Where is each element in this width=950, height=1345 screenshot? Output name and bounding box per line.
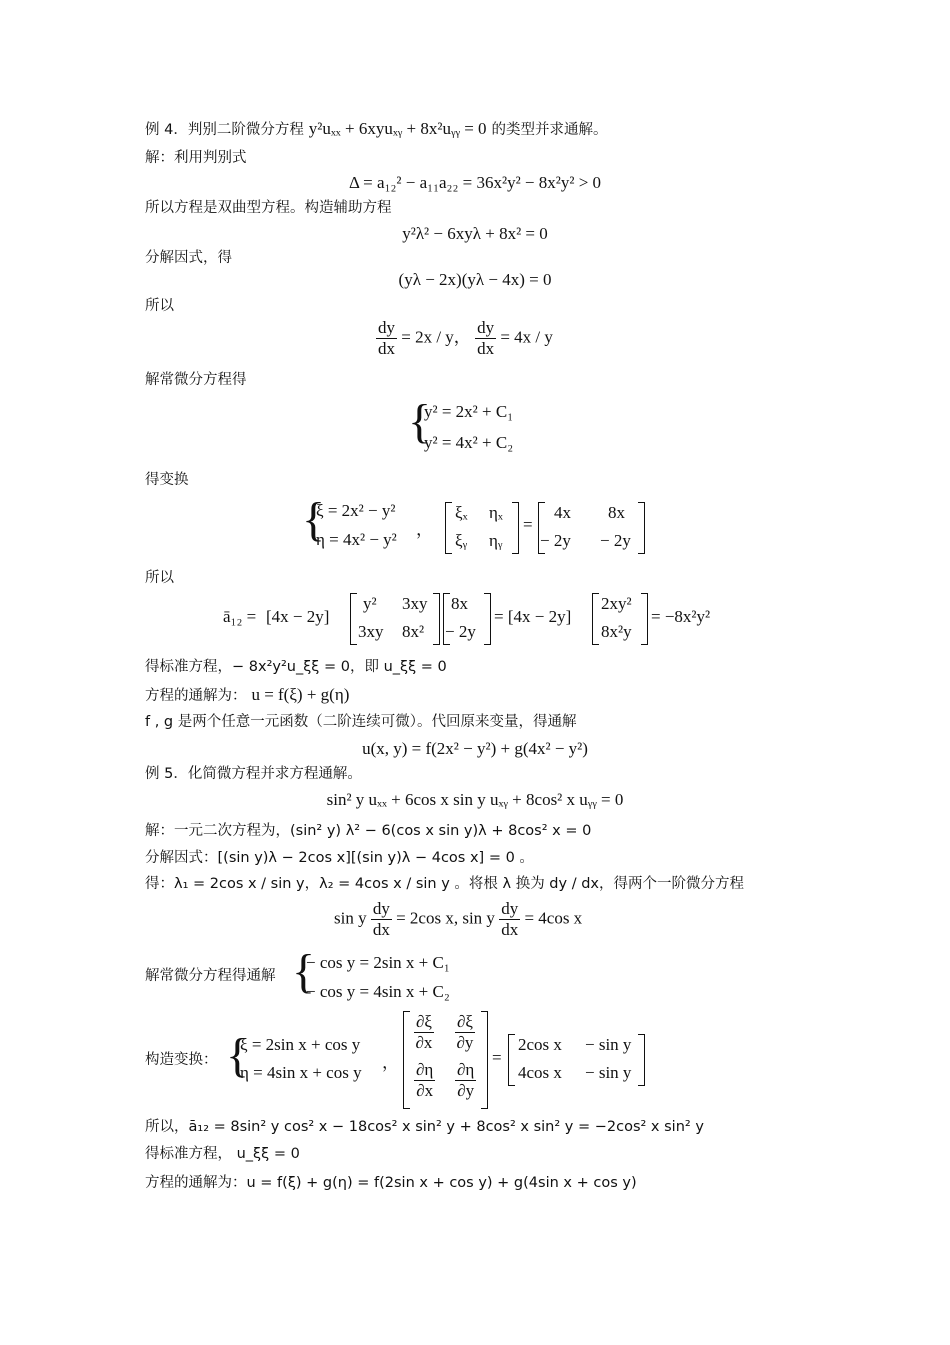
ode-b-fraction: $\frac{dy}{dx}$ bbox=[501, 899, 519, 939]
a12-result: = −8x²y² bbox=[651, 607, 711, 626]
ex4-solution-label: 解：利用判别式 bbox=[145, 150, 247, 166]
jac-bracket-right bbox=[512, 502, 519, 554]
colc-2: 8x²y bbox=[601, 622, 632, 641]
colc-bracket-left bbox=[592, 593, 599, 645]
mat-a11: y² bbox=[363, 594, 377, 613]
ex4-so-label: 所以 bbox=[145, 298, 174, 314]
partial-xi-y: $\frac{\partial\xi}{\partial y}$ bbox=[456, 1012, 474, 1052]
dy-dx-fraction: $\frac{dy}{dx}$ bbox=[378, 318, 395, 358]
system-brace: { bbox=[408, 395, 432, 448]
colc-bracket-right bbox=[641, 593, 648, 645]
ex5-equation: sin² y uₓₓ + 6cos x sin y uₓᵧ + 8cos² x uᵧᵧ = 0 bbox=[326, 790, 624, 809]
ex4-hyperbolic-text: 所以方程是双曲型方程。构造辅助方程 bbox=[145, 200, 392, 216]
ex4-so2-label: 所以 bbox=[145, 570, 174, 586]
ex4-system-line1: y² = 2x² + C₁ bbox=[424, 402, 514, 421]
general-label: 方程的通解为： bbox=[145, 688, 247, 704]
ex4-aux-equation: y²λ² − 6xyλ + 8x² = 0 bbox=[402, 224, 548, 243]
colc-1: 2xy² bbox=[601, 594, 632, 613]
equals-2: = bbox=[492, 1048, 502, 1067]
ex5-transform-label: 构造变换： bbox=[145, 1052, 218, 1068]
val-bracket-right bbox=[638, 502, 645, 554]
ode-a-fraction: $\frac{dy}{dx}$ bbox=[372, 899, 390, 939]
ex4-title-tail: 的类型并求通解。 bbox=[491, 122, 608, 138]
ex4-ode-label: 解常微分方程得 bbox=[145, 372, 247, 388]
ex4-factor-label: 分解因式，得 bbox=[145, 250, 232, 266]
ex5-title: 例 5．化简微方程并求方程通解。 bbox=[145, 766, 362, 782]
ode-a-post: = 2cos x, sin y bbox=[396, 908, 495, 928]
ex5-ode-label: 解常微分方程得通解 bbox=[145, 968, 276, 984]
ex5-quadratic: 解：一元二次方程为，(sin² y) λ² − 6(cos x sin y)λ + 8cos² x = 0 bbox=[145, 823, 592, 839]
ex5-sol-b: − cos y = 4sin x + C₂ bbox=[306, 982, 450, 1001]
partial-bracket-right bbox=[481, 1011, 488, 1109]
a12-lhs: ā₁₂ = bbox=[223, 607, 257, 626]
jac-bracket-left bbox=[445, 502, 452, 554]
ex4-final-solution: u(x, y) = f(2x² − y²) + g(4x² − y²) bbox=[362, 739, 588, 758]
ex5-val-bracket-left bbox=[508, 1034, 515, 1086]
ex5-xi: ξ = 2sin x + cos y bbox=[240, 1035, 361, 1054]
jac-val-3: − 2y bbox=[540, 531, 571, 550]
ex5-sol-brace: { bbox=[292, 945, 316, 998]
jac-val-2: 8x bbox=[608, 503, 625, 522]
std-form-text: 得标准方程，− 8x²y²u_ξξ = 0，即 u_ξξ = 0 bbox=[145, 659, 447, 675]
ex4-title-equation: y²uₓₓ + 6xyuₓᵧ + 8x²uᵧᵧ = 0 bbox=[308, 119, 487, 138]
ex5-roots: 得：λ₁ = 2cos x / sin y，λ₂ = 4cos x / sin y 。将根 λ 换为 dy / dx，得两个一阶微分方程 bbox=[145, 876, 744, 892]
ex4-xi-def: ξ = 2x² − y² bbox=[316, 501, 396, 520]
slope-two: = 4x / y bbox=[500, 327, 553, 347]
ex5-eta: η = 4sin x + cos y bbox=[240, 1063, 362, 1082]
partial-eta-y: $\frac{\partial\eta}{\partial y}$ bbox=[457, 1060, 475, 1100]
partial-eta-x: $\frac{\partial\eta}{\partial x}$ bbox=[416, 1060, 434, 1100]
ex5-a12: 所以，ā₁₂ = 8sin² y cos² x − 18cos² x sin² y + 8cos² x sin² y = −2cos² x sin² y bbox=[145, 1119, 704, 1135]
ex5-val-2: − sin y bbox=[585, 1035, 632, 1054]
mat-a22: 8x² bbox=[402, 622, 425, 641]
equals: = bbox=[523, 515, 533, 534]
mat-bracket-left bbox=[350, 593, 357, 645]
partial-bracket-left bbox=[403, 1011, 410, 1109]
ex4-factored-equation: (yλ − 2x)(yλ − 4x) = 0 bbox=[398, 270, 552, 289]
colb-bracket-right bbox=[484, 593, 491, 645]
ex5-val-1: 2cos x bbox=[518, 1035, 562, 1054]
ex4-discriminant: Δ = a₁₂² − a₁₁a₂₂ = 36x²y² − 8x²y² > 0 bbox=[348, 173, 602, 192]
ode-a-pre: sin y bbox=[334, 908, 367, 928]
ex4-transform-label: 得变换 bbox=[145, 472, 189, 488]
transform-brace: { bbox=[302, 493, 326, 546]
mat-a21: 3xy bbox=[358, 622, 384, 641]
colb-2: − 2y bbox=[445, 622, 476, 641]
ex5-val-bracket-right bbox=[638, 1034, 645, 1086]
ex5-transform-brace: { bbox=[226, 1029, 250, 1082]
comma: ， bbox=[416, 520, 433, 539]
jac-eta-x: ηₓ bbox=[489, 503, 503, 522]
colb-1: 8x bbox=[451, 594, 468, 613]
dy-dx-fraction-2: $\frac{dy}{dx}$ bbox=[477, 318, 495, 358]
ex4-slope-equations bbox=[376, 318, 553, 359]
jac-val-1: 4x bbox=[554, 503, 571, 522]
comma-2: ， bbox=[382, 1053, 399, 1072]
ode-b-post: = 4cos x bbox=[524, 908, 583, 928]
ex4-system-line2: y² = 4x² + C₂ bbox=[424, 433, 514, 452]
ex5-val-3: 4cos x bbox=[518, 1063, 562, 1082]
ex4-fg-text: f , g 是两个任意一元函数（二阶连续可微）。代回原来变量，得通解 bbox=[145, 714, 577, 730]
ex4-title-text: 例 4．判别二阶微分方程 bbox=[145, 122, 304, 138]
ex5-sol-a: − cos y = 2sin x + C₁ bbox=[306, 953, 450, 972]
jac-eta-y: ηᵧ bbox=[489, 531, 503, 550]
slope-one: = 2x / y， bbox=[401, 327, 471, 347]
ex5-odes bbox=[334, 899, 582, 940]
ex5-factor: 分解因式：[(sin y)λ − 2cos x][(sin y)λ − 4cos x] = 0 。 bbox=[145, 850, 534, 866]
ex4-eta-def: η = 4x² − y² bbox=[316, 530, 397, 549]
mat-bracket-right bbox=[433, 593, 440, 645]
a12-row: [4x − 2y] bbox=[266, 607, 330, 626]
a12-mid: = [4x − 2y] bbox=[494, 607, 572, 626]
ex4-title bbox=[145, 119, 608, 140]
ex4-general-solution bbox=[145, 685, 349, 706]
ex5-val-4: − sin y bbox=[585, 1063, 632, 1082]
partial-xi-x: $\frac{\partial\xi}{\partial x}$ bbox=[415, 1012, 433, 1052]
ex5-standard-form: 得标准方程， u_ξξ = 0 bbox=[145, 1146, 300, 1162]
jac-xi-x: ξₓ bbox=[455, 503, 468, 522]
ex5-general-solution: 方程的通解为：u = f(ξ) + g(η) = f(2sin x + cos y) + g(4sin x + cos y) bbox=[145, 1175, 637, 1191]
mat-a12: 3xy bbox=[402, 594, 428, 613]
ex4-standard-form bbox=[145, 656, 447, 677]
jac-xi-y: ξᵧ bbox=[455, 531, 468, 550]
jac-val-4: − 2y bbox=[600, 531, 631, 550]
general-eq: u = f(ξ) + g(η) bbox=[251, 685, 350, 704]
